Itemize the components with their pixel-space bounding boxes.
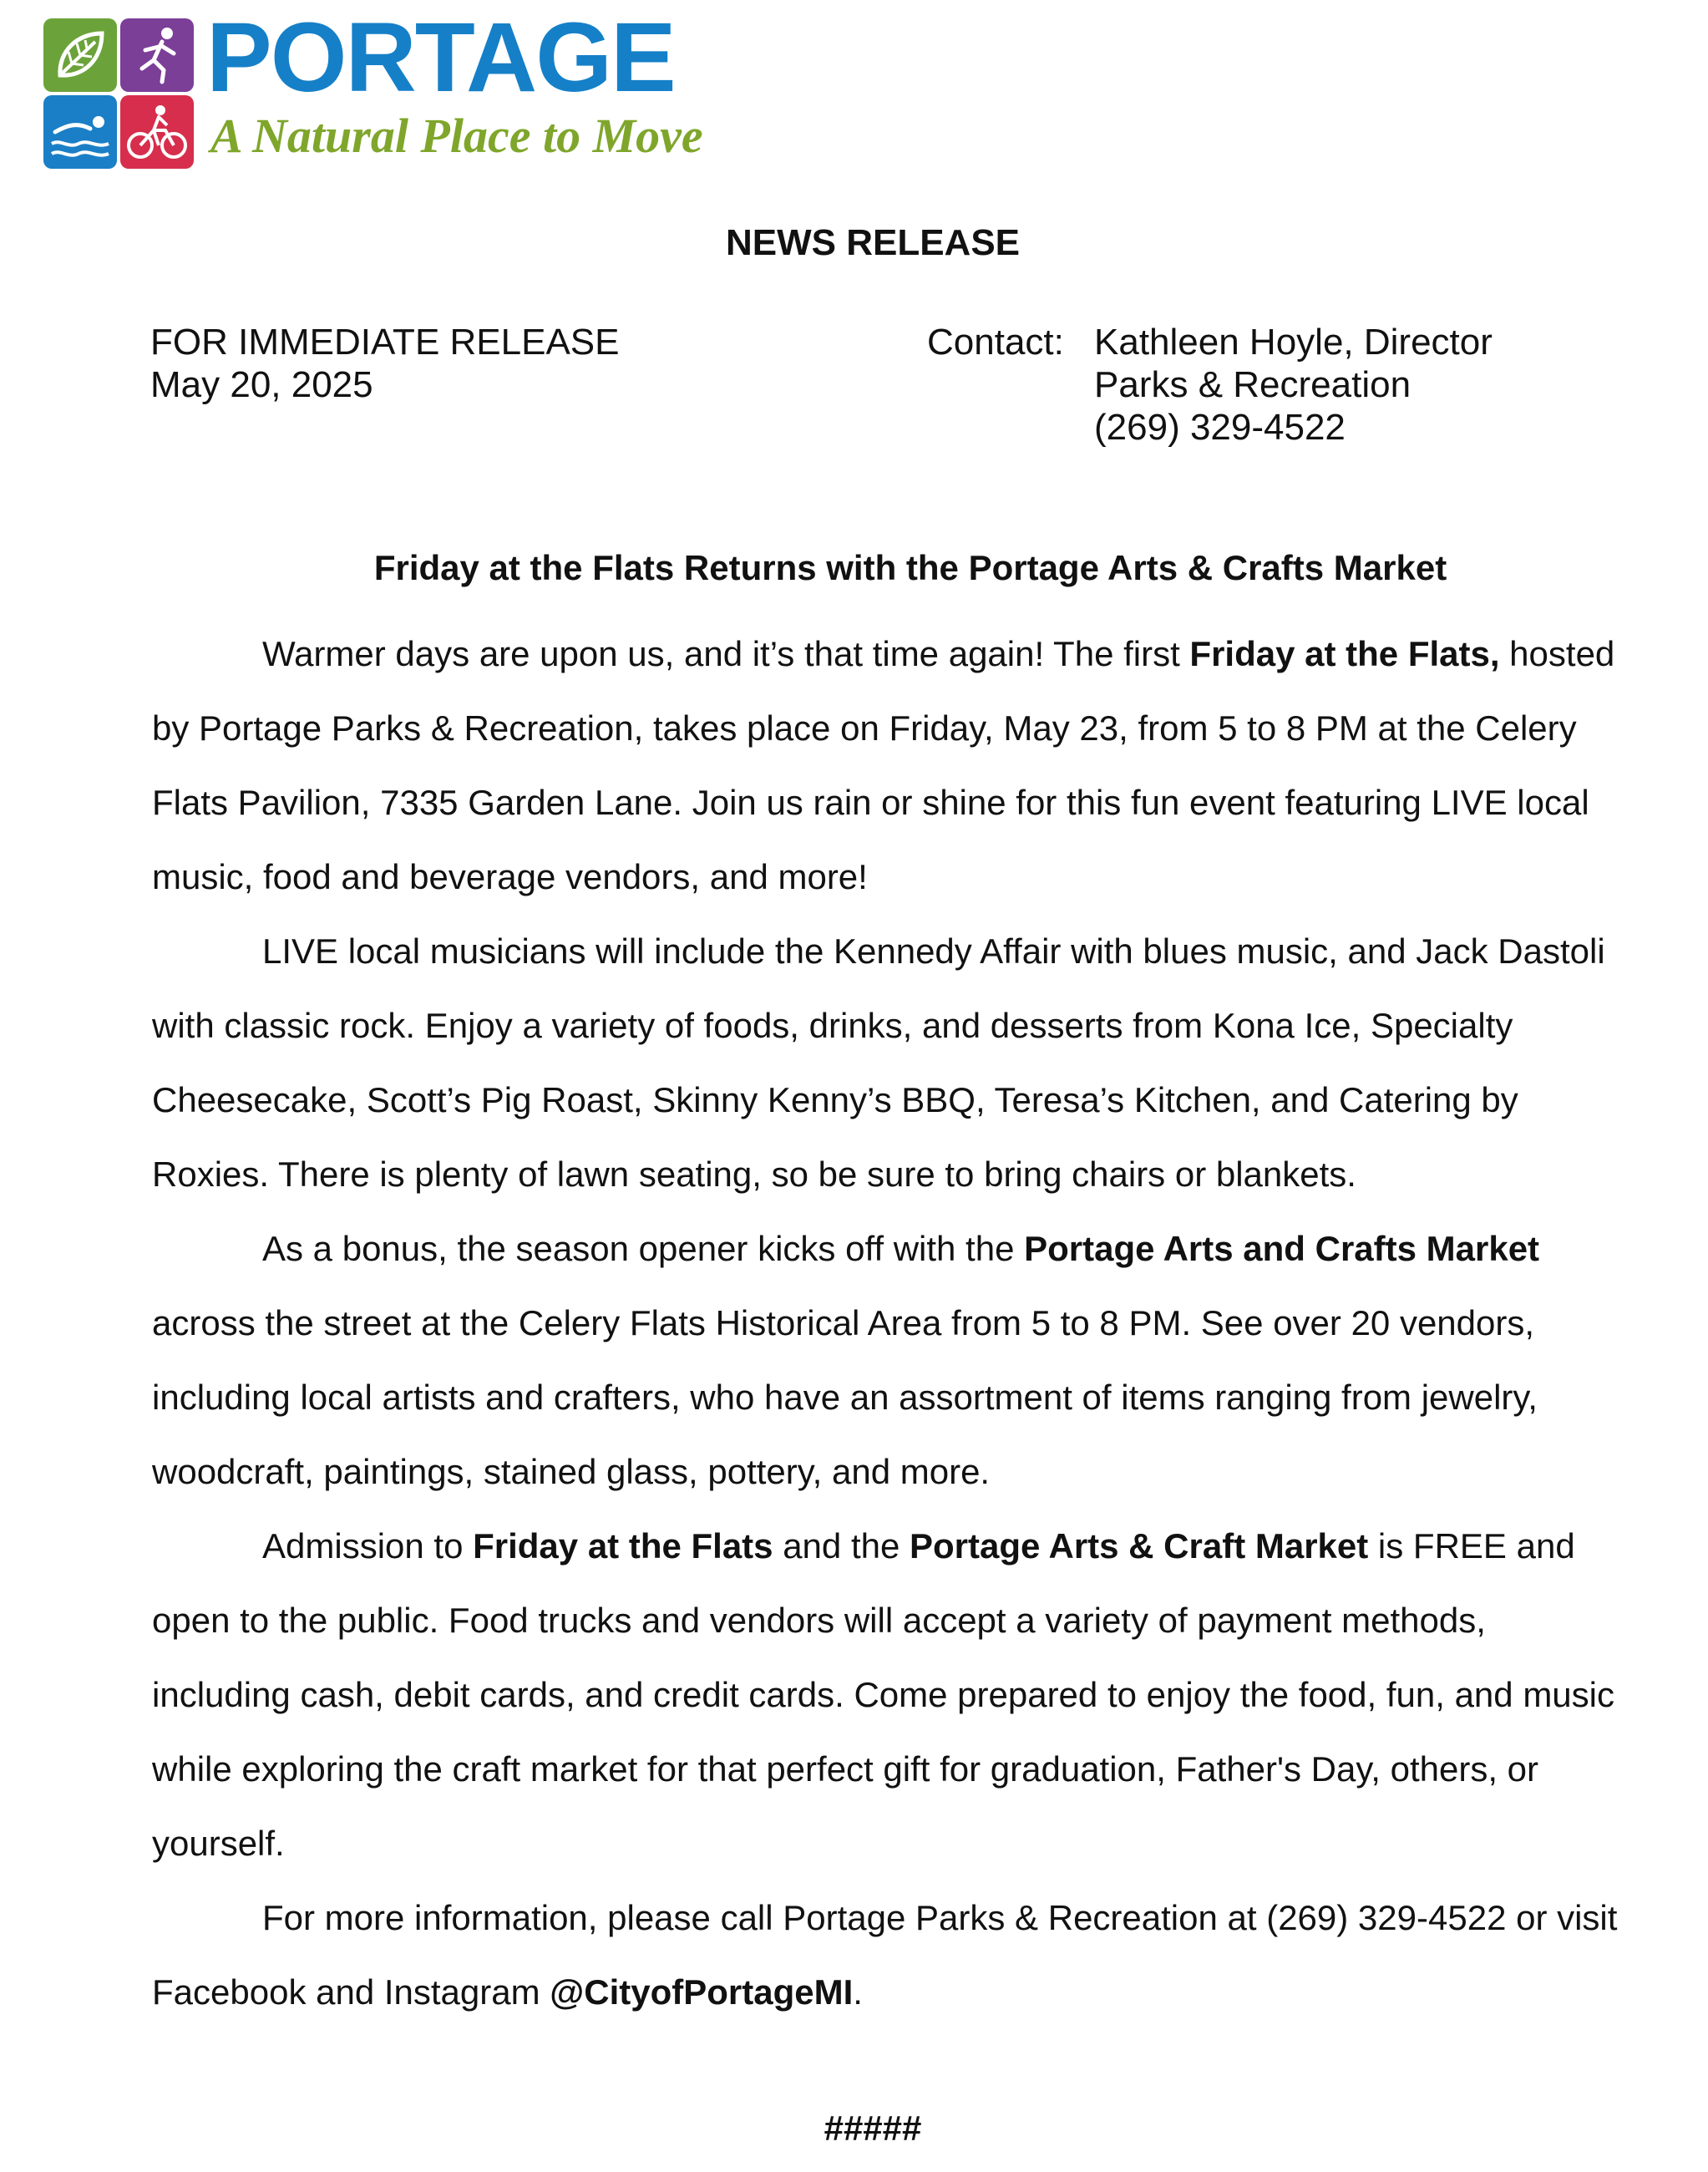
cyclist-icon bbox=[120, 95, 194, 169]
article-headline: Friday at the Flats Returns with the Portage Arts & Crafts Market bbox=[373, 548, 1447, 587]
contact-department: Parks & Recreation bbox=[1094, 364, 1412, 405]
social-handle: @CityofPortageMI bbox=[550, 1972, 854, 2012]
contact-phone: (269) 329-4522 bbox=[1094, 407, 1346, 448]
paragraph-1 bbox=[152, 617, 1622, 914]
news-release-title: NEWS RELEASE bbox=[725, 222, 1021, 263]
release-type: FOR IMMEDIATE RELEASE bbox=[150, 322, 620, 363]
p5-text-a: For more information, please call Portage Parks & Recreation at (269) 329-4522 or visit Facebook and Instagram bbox=[152, 1898, 1618, 2012]
p1-text-c: hosted by Portage Parks & Recreation, takes place on Friday, May 23, from 5 to 8 PM at the Celery Flats Pavilion, 7335 Garden Lane. Join us rain or shine for this fun event featuring LIVE local music, food and beverage vendors, and more! bbox=[152, 634, 1615, 896]
runner-icon bbox=[120, 18, 194, 92]
p3-text-c: across the street at the Celery Flats Historical Area from 5 to 8 PM. See over 20 vendors, including local artists and crafters, who have an assortment of items ranging from jewelry, woodcraft, paintings, stained glass, pottery, and more. bbox=[152, 1303, 1538, 1491]
release-info bbox=[150, 321, 620, 406]
p4-bold-1: Friday at the Flats bbox=[473, 1526, 773, 1566]
article-body bbox=[152, 617, 1622, 2029]
paragraph-4 bbox=[152, 1509, 1622, 1880]
contact-label: Contact: bbox=[927, 322, 1064, 363]
paragraph-3 bbox=[152, 1211, 1622, 1509]
logo-wordmark: PORTAGE bbox=[206, 3, 675, 113]
end-mark: ##### bbox=[824, 2109, 922, 2148]
release-date: May 20, 2025 bbox=[150, 364, 373, 405]
p3-bold: Portage Arts and Crafts Market bbox=[1024, 1229, 1540, 1268]
portage-logo bbox=[43, 3, 712, 177]
p4-bold-2: Portage Arts & Craft Market bbox=[910, 1526, 1369, 1566]
leaf-icon bbox=[43, 18, 117, 92]
p5-text-c: . bbox=[853, 1972, 863, 2012]
p1-bold: Friday at the Flats, bbox=[1189, 634, 1500, 673]
logo-tagline: A Natural Place to Move bbox=[210, 109, 703, 163]
paragraph-5 bbox=[152, 1880, 1622, 2029]
p4-text-c: and the bbox=[773, 1526, 910, 1566]
p4-text-e: is FREE and open to the public. Food trucks and vendors will accept a variety of payment methods, including cash, debit cards, and credit cards. Come prepared to enjoy the food, fun, and music while exploring the craft market for that perfect gift for graduation, Father's Day, others, or yourself. bbox=[152, 1526, 1614, 1863]
p1-text-a: Warmer days are upon us, and it’s that time again! The first bbox=[262, 634, 1190, 673]
swimmer-icon bbox=[43, 95, 117, 169]
contact-info bbox=[1094, 321, 1493, 449]
paragraph-2: LIVE local musicians will include the Kennedy Affair with blues music, and Jack Dastoli with classic rock. Enjoy a variety of foods, drinks, and desserts from Kona Ice, Specialty Cheesecake, Scott’s Pig Roast, Skinny Kenny’s BBQ, Teresa’s Kitchen, and Catering by Roxies. There is plenty of lawn seating, so be sure to bring chairs or blankets. bbox=[152, 931, 1605, 1194]
p4-text-a: Admission to bbox=[262, 1526, 474, 1566]
p3-text-a: As a bonus, the season opener kicks off with the bbox=[262, 1229, 1025, 1268]
contact-name: Kathleen Hoyle, Director bbox=[1094, 322, 1493, 363]
